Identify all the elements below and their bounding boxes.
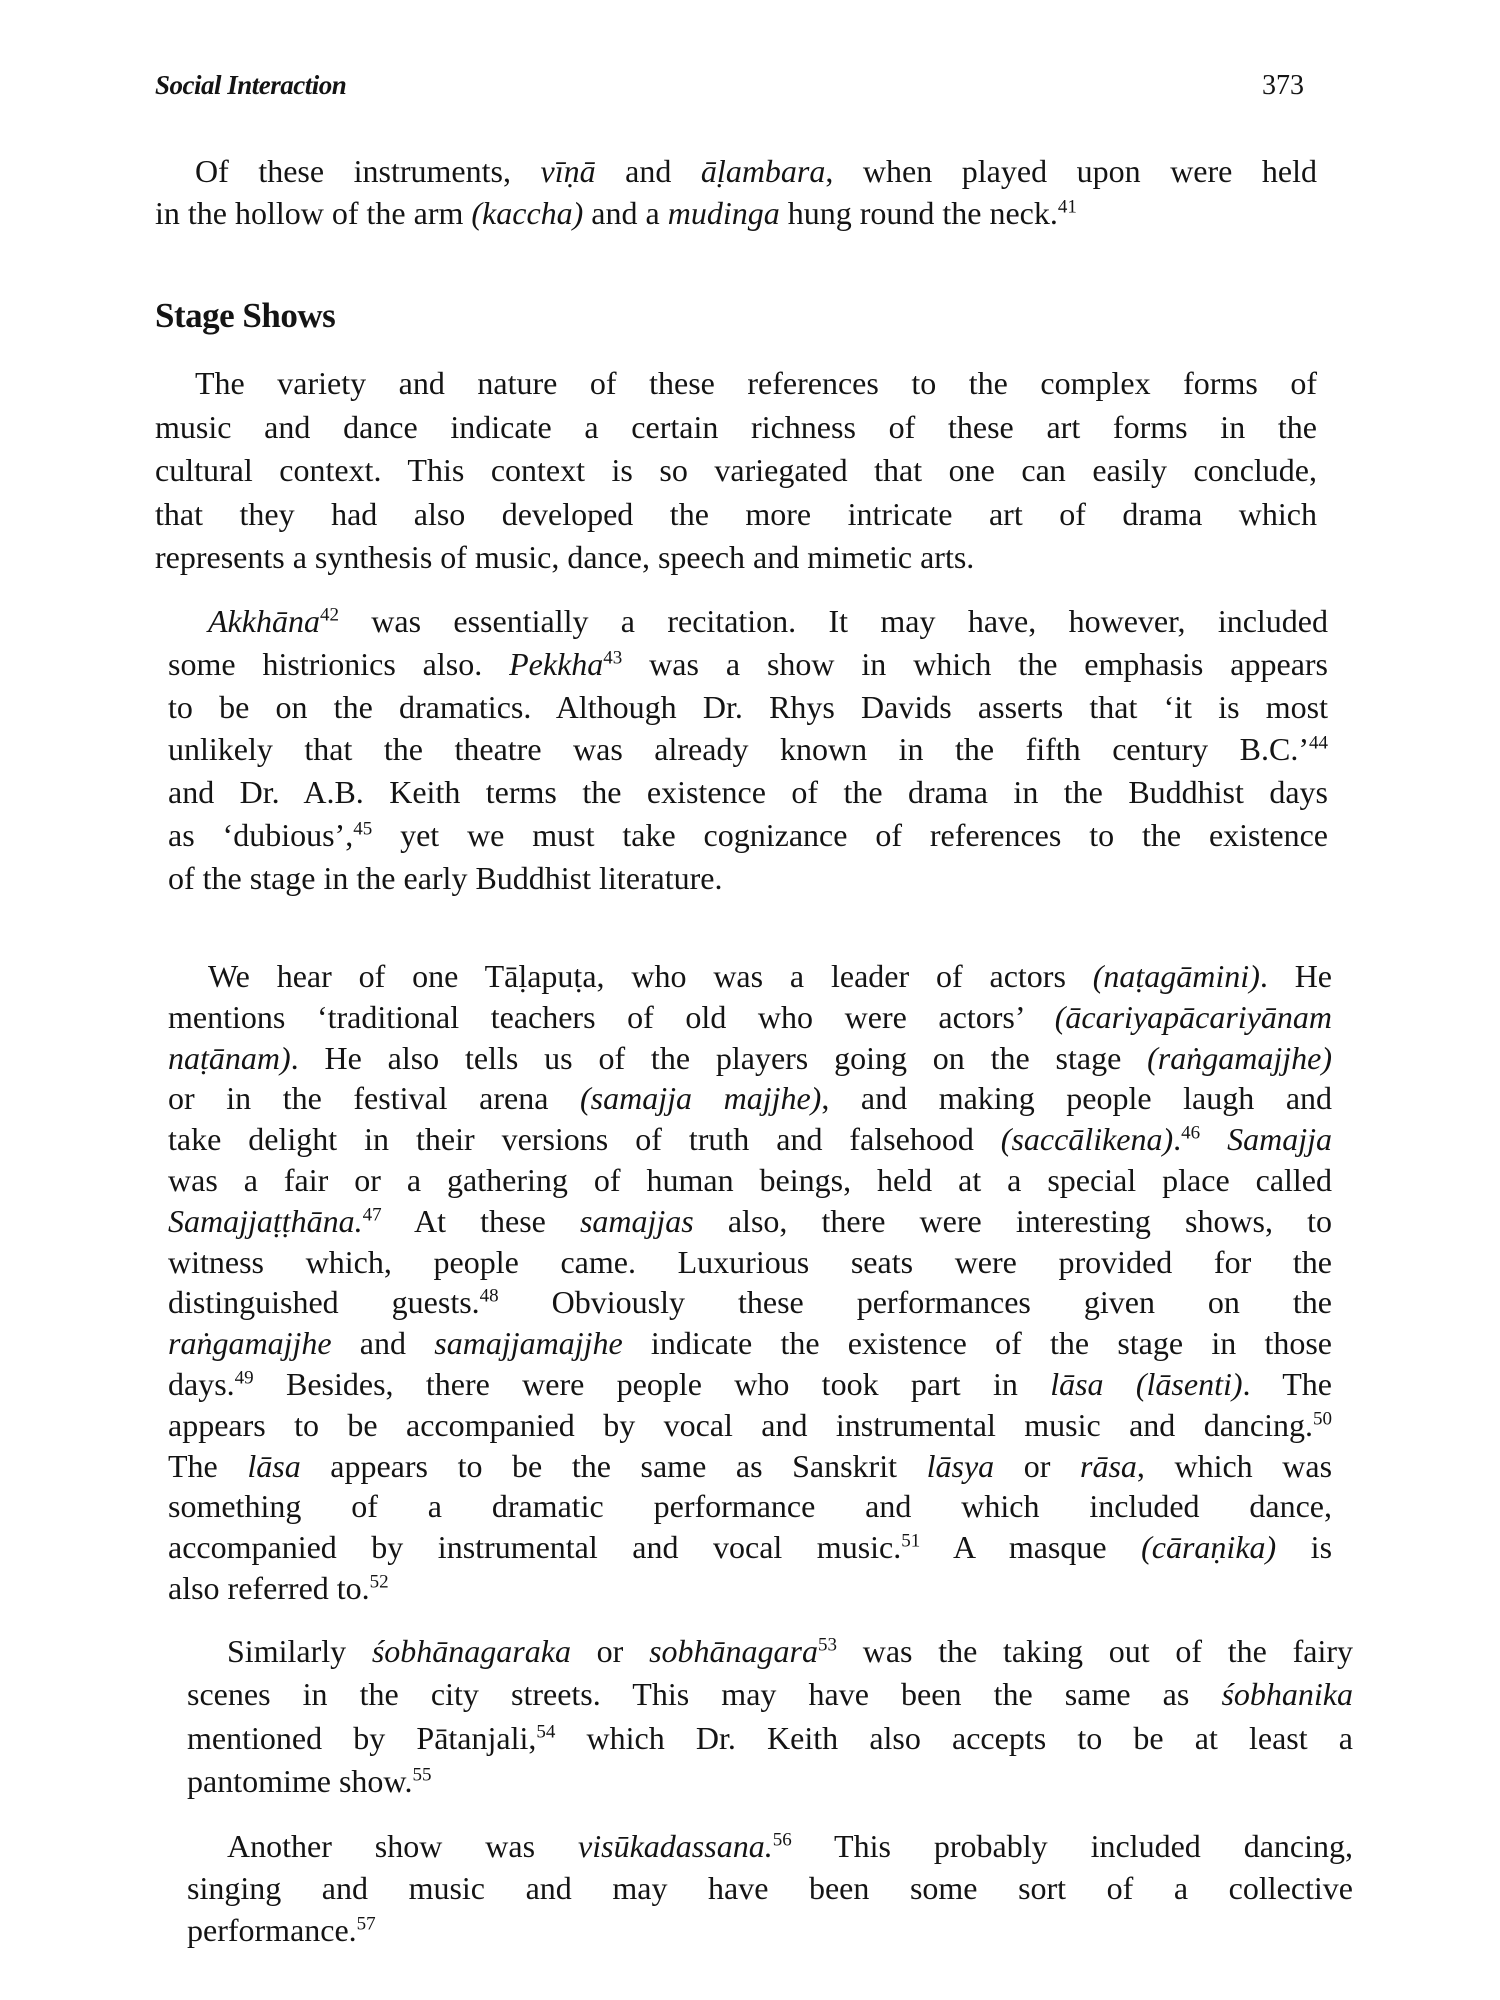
- footnote-ref: 48: [479, 1285, 499, 1307]
- footnote-ref: 50: [1313, 1408, 1332, 1430]
- italic-term: śobhānagaraka: [371, 1633, 571, 1669]
- text-run: unlikely that the theatre was already known in the fifth century B.C.’: [168, 731, 1309, 768]
- text-line: [187, 1825, 1353, 1867]
- text-line: [168, 1160, 1332, 1201]
- text-run: that they had also developed the more intricate art of drama which: [155, 495, 1317, 532]
- text-line: [168, 1242, 1332, 1283]
- text-run: pantomime show.: [187, 1763, 413, 1800]
- text-line: [168, 956, 1332, 997]
- text-run: in the hollow of the arm: [155, 195, 472, 231]
- text-run: This probably included dancing,: [791, 1828, 1354, 1864]
- italic-term: raṅgamajjhe: [168, 1325, 332, 1362]
- text-run: [1200, 1121, 1227, 1157]
- section-heading: Stage Shows: [155, 296, 336, 335]
- text-run: A masque: [920, 1529, 1142, 1566]
- page-number: 373: [1262, 70, 1304, 101]
- italic-term: visūkadassana.: [578, 1828, 773, 1864]
- text-run: was essentially a recitation. It may have, however, included: [338, 603, 1328, 639]
- text-line: [168, 1119, 1332, 1160]
- italic-term: samajjamajjhe: [434, 1325, 623, 1362]
- text-line: [168, 1527, 1332, 1568]
- footnote-ref: 57: [356, 1913, 376, 1935]
- italic-term: śobhanika: [1221, 1676, 1353, 1713]
- text-run: singing and music and may have been some sort of a collective: [187, 1870, 1353, 1906]
- italic-term: rāsa: [1079, 1447, 1137, 1484]
- text-line: [168, 814, 1328, 857]
- text-line: [187, 1717, 1353, 1760]
- text-run: . The: [1242, 1365, 1333, 1402]
- text-run: scenes in the city streets. This may have been the same as: [187, 1676, 1222, 1713]
- text-line: [155, 406, 1317, 450]
- text-run: The: [168, 1447, 248, 1484]
- text-run: represents a synthesis of music, dance, speech and mimetic arts.: [155, 539, 975, 576]
- text-run: We hear of one Tāḷapuṭa, who was a leader of actors: [208, 958, 1093, 994]
- text-line: [168, 600, 1328, 643]
- text-run: distinguished guests.: [168, 1284, 480, 1321]
- italic-term: lāsa: [247, 1447, 301, 1484]
- italic-term: vīṇā: [540, 153, 596, 189]
- footnote-ref: 49: [234, 1367, 254, 1389]
- text-run: and a: [583, 195, 668, 231]
- text-line: [168, 1282, 1332, 1323]
- running-head-title: Social Interaction: [155, 70, 347, 100]
- text-run: mentions ‘traditional teachers of old who were actors’: [168, 998, 1055, 1035]
- text-run: appears to be accompanied by vocal and instrumental music and dancing.: [168, 1406, 1313, 1443]
- text-line: [168, 1323, 1332, 1364]
- text-line: [168, 1078, 1332, 1119]
- italic-term: āḷambara: [700, 153, 826, 189]
- text-run: and: [595, 153, 701, 189]
- italic-term: (raṅgamajjhe): [1147, 1039, 1332, 1076]
- text-run: to be on the dramatics. Although Dr. Rhys Davids asserts that ‘it is most: [168, 688, 1328, 725]
- text-run: hung round the neck.: [779, 195, 1058, 231]
- text-run: as ‘dubious’,: [168, 816, 354, 853]
- italic-term: (naṭagāmini): [1092, 958, 1260, 994]
- text-run: something of a dramatic performance and which included dance,: [168, 1488, 1332, 1525]
- text-run: Another show was: [227, 1828, 579, 1864]
- italic-term: (kaccha): [471, 195, 584, 231]
- text-line: [168, 728, 1328, 771]
- text-run: , when played upon were held: [825, 153, 1318, 189]
- text-line: [168, 771, 1328, 814]
- text-line: [155, 192, 1317, 234]
- text-line: [168, 1446, 1332, 1487]
- text-line: [155, 362, 1317, 406]
- text-run: is: [1276, 1529, 1333, 1566]
- italic-term: samajjas: [579, 1202, 694, 1239]
- italic-term: (ācariyapācariyānam: [1054, 998, 1332, 1035]
- text-run: Similarly: [227, 1633, 372, 1669]
- text-line: [168, 1486, 1332, 1527]
- text-run: and: [331, 1325, 435, 1362]
- text-run: music and dance indicate a certain richness of these art forms in the: [155, 408, 1317, 445]
- text-run: days.: [168, 1365, 235, 1402]
- text-run: Besides, there were people who took part in: [253, 1365, 1051, 1402]
- text-run: also, there were interesting shows, to: [693, 1202, 1332, 1239]
- text-line: [168, 1405, 1332, 1446]
- text-run: At these: [381, 1202, 580, 1239]
- footnote-ref: 45: [353, 818, 373, 840]
- text-line: [168, 1201, 1332, 1242]
- footnote-ref: 47: [362, 1204, 382, 1226]
- paragraph: [168, 600, 1328, 900]
- text-line: [187, 1760, 1353, 1803]
- italic-term: Akkhāna: [208, 603, 320, 639]
- footnote-ref: 41: [1057, 196, 1077, 218]
- italic-term: sobhānagara: [649, 1633, 818, 1669]
- text-line: [168, 1038, 1332, 1079]
- italic-term: Samajjaṭṭhāna.: [168, 1202, 363, 1239]
- text-run: , and making people laugh and: [821, 1080, 1333, 1117]
- text-run: was the taking out of the fairy: [836, 1633, 1354, 1669]
- footnote-ref: 46: [1181, 1122, 1201, 1144]
- text-run: and Dr. A.B. Keith terms the existence of the drama in the Buddhist days: [168, 774, 1328, 811]
- text-run: or in the festival arena: [168, 1080, 580, 1117]
- footnote-ref: 51: [901, 1530, 921, 1552]
- text-run: performance.: [187, 1912, 357, 1948]
- text-line: [187, 1909, 1353, 1951]
- italic-term: lāsa (lāsenti): [1050, 1365, 1243, 1402]
- paragraph: [155, 150, 1317, 234]
- text-line: [168, 686, 1328, 729]
- text-line: [168, 857, 1328, 900]
- italic-term: lāsya: [926, 1447, 995, 1484]
- text-run: which Dr. Keith also accepts to be at least a: [555, 1719, 1354, 1756]
- text-run: was a show in which the emphasis appears: [622, 645, 1329, 682]
- text-run: cultural context. This context is so variegated that one can easily conclude,: [155, 452, 1317, 489]
- footnote-ref: 53: [817, 1634, 837, 1656]
- text-line: [187, 1673, 1353, 1716]
- text-run: .: [1173, 1121, 1182, 1158]
- text-line: [168, 997, 1332, 1038]
- text-line: [155, 493, 1317, 537]
- text-line: [155, 449, 1317, 493]
- italic-term: Samajja: [1227, 1121, 1332, 1158]
- text-run: appears to be the same as Sanskrit: [300, 1447, 927, 1484]
- italic-term: naṭānam): [168, 1039, 291, 1076]
- text-run: yet we must take cognizance of references to the existence: [372, 816, 1329, 853]
- text-run: . He: [1259, 958, 1333, 994]
- paragraph: [187, 1630, 1353, 1804]
- italic-term: mudinga: [667, 195, 780, 231]
- text-run: indicate the existence of the stage in those: [622, 1325, 1333, 1362]
- text-run: some histrionics also.: [168, 645, 510, 682]
- text-run: accompanied by instrumental and vocal music.: [168, 1529, 902, 1566]
- text-run: The variety and nature of these references to the complex forms of: [195, 365, 1317, 401]
- italic-term: (saccālikena): [1000, 1121, 1174, 1158]
- paragraph: [155, 362, 1317, 580]
- text-run: Of these instruments,: [195, 153, 541, 189]
- footnote-ref: 54: [536, 1721, 556, 1743]
- text-run: take delight in their versions of truth and falsehood: [168, 1121, 1001, 1158]
- footnote-ref: 55: [412, 1764, 432, 1786]
- footnote-ref: 42: [319, 604, 339, 626]
- paragraph: [168, 956, 1332, 1609]
- text-run: of the stage in the early Buddhist literature.: [168, 859, 723, 896]
- text-run: . He also tells us of the players going on the stage: [290, 1039, 1148, 1076]
- footnote-ref: 52: [369, 1571, 389, 1593]
- text-run: mentioned by Pātanjali,: [187, 1719, 537, 1756]
- text-run: , which was: [1136, 1447, 1333, 1484]
- text-run: Obviously these performances given on the: [498, 1284, 1333, 1321]
- text-run: also referred to.: [168, 1569, 370, 1606]
- text-line: [168, 1568, 1332, 1609]
- footnote-ref: 44: [1309, 732, 1328, 754]
- text-line: [168, 1364, 1332, 1405]
- text-run: witness which, people came. Luxurious seats were provided for the: [168, 1243, 1332, 1280]
- footnote-ref: 56: [772, 1829, 792, 1851]
- text-line: [155, 536, 1317, 580]
- footnote-ref: 43: [603, 647, 623, 669]
- italic-term: Pekkha: [509, 645, 604, 682]
- text-line: [168, 643, 1328, 686]
- text-line: [187, 1867, 1353, 1909]
- italic-term: (samajja majjhe): [580, 1080, 822, 1117]
- text-run: or: [994, 1447, 1080, 1484]
- text-line: [187, 1630, 1353, 1673]
- text-line: [155, 150, 1317, 192]
- italic-term: (cāraṇika): [1141, 1529, 1277, 1566]
- text-run: was a fair or a gathering of human beings, held at a special place called: [168, 1161, 1332, 1198]
- text-run: or: [570, 1633, 650, 1669]
- paragraph: [187, 1825, 1353, 1951]
